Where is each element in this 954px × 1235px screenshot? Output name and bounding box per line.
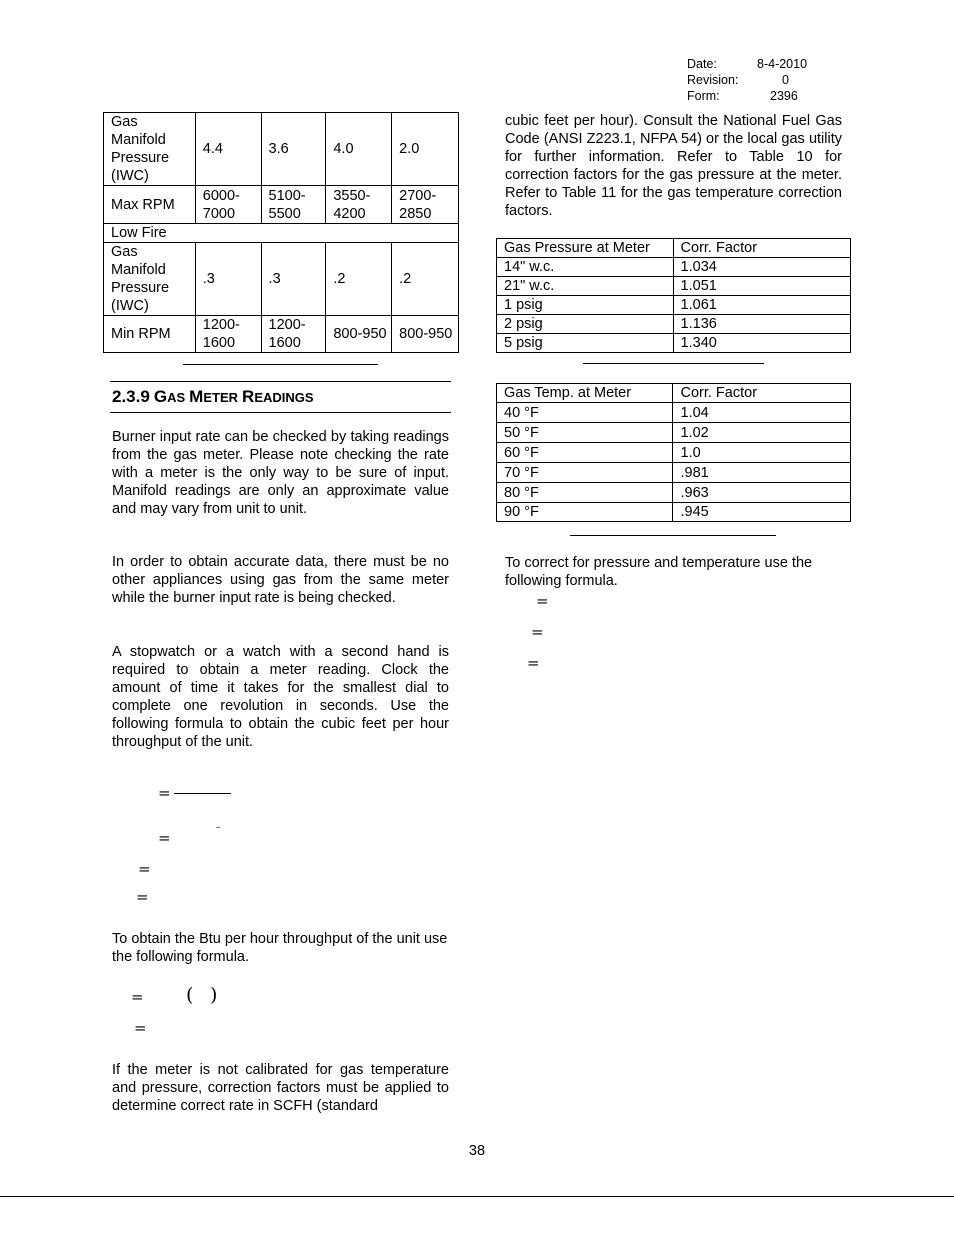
- table-cell: 60 °F: [497, 443, 673, 463]
- column-header: Gas Pressure at Meter: [497, 239, 674, 258]
- table-cell: .2: [392, 243, 459, 316]
- row-label: Min RPM: [104, 316, 196, 353]
- table-cell: .963: [673, 483, 851, 503]
- table-row: [497, 277, 851, 296]
- table-cell: 5 psig: [497, 334, 674, 353]
- table-row: [497, 463, 851, 483]
- table-cell: 4.0: [326, 113, 392, 186]
- title-cap: R: [242, 387, 255, 406]
- table-cell: 50 °F: [497, 423, 673, 443]
- table-cell: 1.051: [673, 277, 850, 296]
- row-label: Max RPM: [104, 186, 196, 224]
- table-row: [104, 186, 459, 224]
- date-value: 8-4-2010: [757, 57, 808, 71]
- minus-sign: –: [216, 823, 221, 833]
- paragraph: A stopwatch or a watch with a second hand is required to obtain a meter reading. Clock the amount of time it takes for the smallest dial to complete one revolution in seconds. Use the following formula to obtain the cubic feet per hour throughput of the unit.: [112, 644, 449, 750]
- section-heading: [112, 386, 314, 409]
- document-header: [687, 56, 827, 106]
- right-paren: ): [210, 984, 218, 1006]
- table-cell: .3: [261, 243, 326, 316]
- table-row: [497, 258, 851, 277]
- table-cell: 800-950: [392, 316, 459, 353]
- table-header-row: [497, 384, 851, 403]
- table-cell: .3: [195, 243, 261, 316]
- title-cap: G: [153, 387, 168, 406]
- table-cell: 1200-1600: [195, 316, 261, 353]
- table-cell: 90 °F: [497, 503, 673, 522]
- equals-sign: =: [536, 592, 549, 610]
- caption-rule: [583, 363, 764, 364]
- section-rule-bottom: [110, 412, 451, 413]
- column-header: Corr. Factor: [673, 384, 851, 403]
- title-cap: M: [189, 387, 204, 406]
- equals-sign: =: [527, 654, 540, 672]
- equals-sign: =: [158, 784, 171, 802]
- table-row: [104, 113, 459, 186]
- table-cell: 1.04: [673, 403, 851, 423]
- equals-sign: =: [138, 860, 151, 878]
- table-row: [497, 403, 851, 423]
- table-cell: 21" w.c.: [497, 277, 674, 296]
- table-cell: 14" w.c.: [497, 258, 674, 277]
- equals-sign: =: [136, 888, 149, 906]
- table-row: [497, 334, 851, 353]
- revision-label: Revision:: [687, 73, 739, 87]
- table-row: [104, 243, 459, 316]
- equals-sign: =: [134, 1019, 147, 1037]
- paragraph: In order to obtain accurate data, there must be no other appliances using gas from the same meter while the burner input rate is being checked.: [112, 554, 449, 606]
- form-label: Form:: [687, 89, 720, 103]
- temperature-correction-table: [496, 383, 851, 522]
- row-label: Low Fire: [104, 224, 459, 243]
- table-cell: 1200-1600: [261, 316, 326, 353]
- table-cell: 1.061: [673, 296, 850, 315]
- equals-sign: =: [158, 829, 171, 847]
- paragraph: If the meter is not calibrated for gas temperature and pressure, correction factors must be applied to determine correct rate in SCFH (standard: [112, 1062, 449, 1114]
- footer-rule: [0, 1196, 954, 1197]
- burner-spec-table: [103, 112, 459, 353]
- paragraph: cubic feet per hour). Consult the National Fuel Gas Code (ANSI Z223.1, NFPA 54) or the local gas utility for further information. Refer to Table 10 for correction factors for the gas pressure at the meter. Refer to Table 11 for the gas temperature correction factors.: [505, 113, 842, 219]
- table-row: [104, 316, 459, 353]
- date-label: Date:: [687, 57, 717, 71]
- section-number: 2.3.9: [112, 387, 150, 406]
- table-row: [104, 224, 459, 243]
- table-cell: 5100-5500: [261, 186, 326, 224]
- title-rest: EADINGS: [254, 390, 314, 405]
- table-cell: .2: [326, 243, 392, 316]
- table-cell: 80 °F: [497, 483, 673, 503]
- table-cell: 3550-4200: [326, 186, 392, 224]
- table-row: [497, 443, 851, 463]
- table-cell: 1.034: [673, 258, 850, 277]
- table-cell: 2.0: [392, 113, 459, 186]
- table-cell: 1.0: [673, 443, 851, 463]
- equals-sign: =: [131, 988, 144, 1006]
- paragraph: To obtain the Btu per hour throughput of the unit use the following formula.: [112, 931, 448, 965]
- table-cell: .945: [673, 503, 851, 522]
- table-cell: 1.136: [673, 315, 850, 334]
- table-cell: 2700-2850: [392, 186, 459, 224]
- column-header: Corr. Factor: [673, 239, 850, 258]
- left-paren: (: [186, 984, 194, 1006]
- title-rest: AS: [167, 390, 186, 405]
- table-header-row: [497, 239, 851, 258]
- table-cell: 4.4: [195, 113, 261, 186]
- table-cell: 3.6: [261, 113, 326, 186]
- column-header: Gas Temp. at Meter: [497, 384, 673, 403]
- row-label: Gas Manifold Pressure (IWC): [104, 243, 196, 316]
- table-cell: 800-950: [326, 316, 392, 353]
- table-cell: 1.340: [673, 334, 850, 353]
- paragraph: Burner input rate can be checked by taking readings from the gas meter. Please note checking the rate with a meter is the only way to be sure of input. Manifold readings are only an approximate value and may vary from unit to unit.: [112, 429, 449, 517]
- page-number: 38: [468, 1143, 486, 1159]
- revision-value: 0: [782, 73, 789, 87]
- table-cell: 2 psig: [497, 315, 674, 334]
- equals-sign: =: [531, 623, 544, 641]
- row-label: Gas Manifold Pressure (IWC): [104, 113, 196, 186]
- table-row: [497, 483, 851, 503]
- caption-rule: [183, 364, 378, 365]
- title-rest: ETER: [203, 390, 239, 405]
- fraction-bar: [174, 793, 231, 794]
- table-cell: 1.02: [673, 423, 851, 443]
- table-row: [497, 296, 851, 315]
- caption-rule: [570, 535, 776, 536]
- table-row: [497, 503, 851, 522]
- section-rule-top: [110, 381, 451, 382]
- table-cell: .981: [673, 463, 851, 483]
- table-row: [497, 315, 851, 334]
- table-cell: 6000-7000: [195, 186, 261, 224]
- pressure-correction-table: [496, 238, 851, 353]
- table-cell: 40 °F: [497, 403, 673, 423]
- form-value: 2396: [770, 89, 798, 103]
- table-cell: 1 psig: [497, 296, 674, 315]
- table-row: [497, 423, 851, 443]
- paragraph: To correct for pressure and temperature use the following formula.: [505, 555, 813, 589]
- table-cell: 70 °F: [497, 463, 673, 483]
